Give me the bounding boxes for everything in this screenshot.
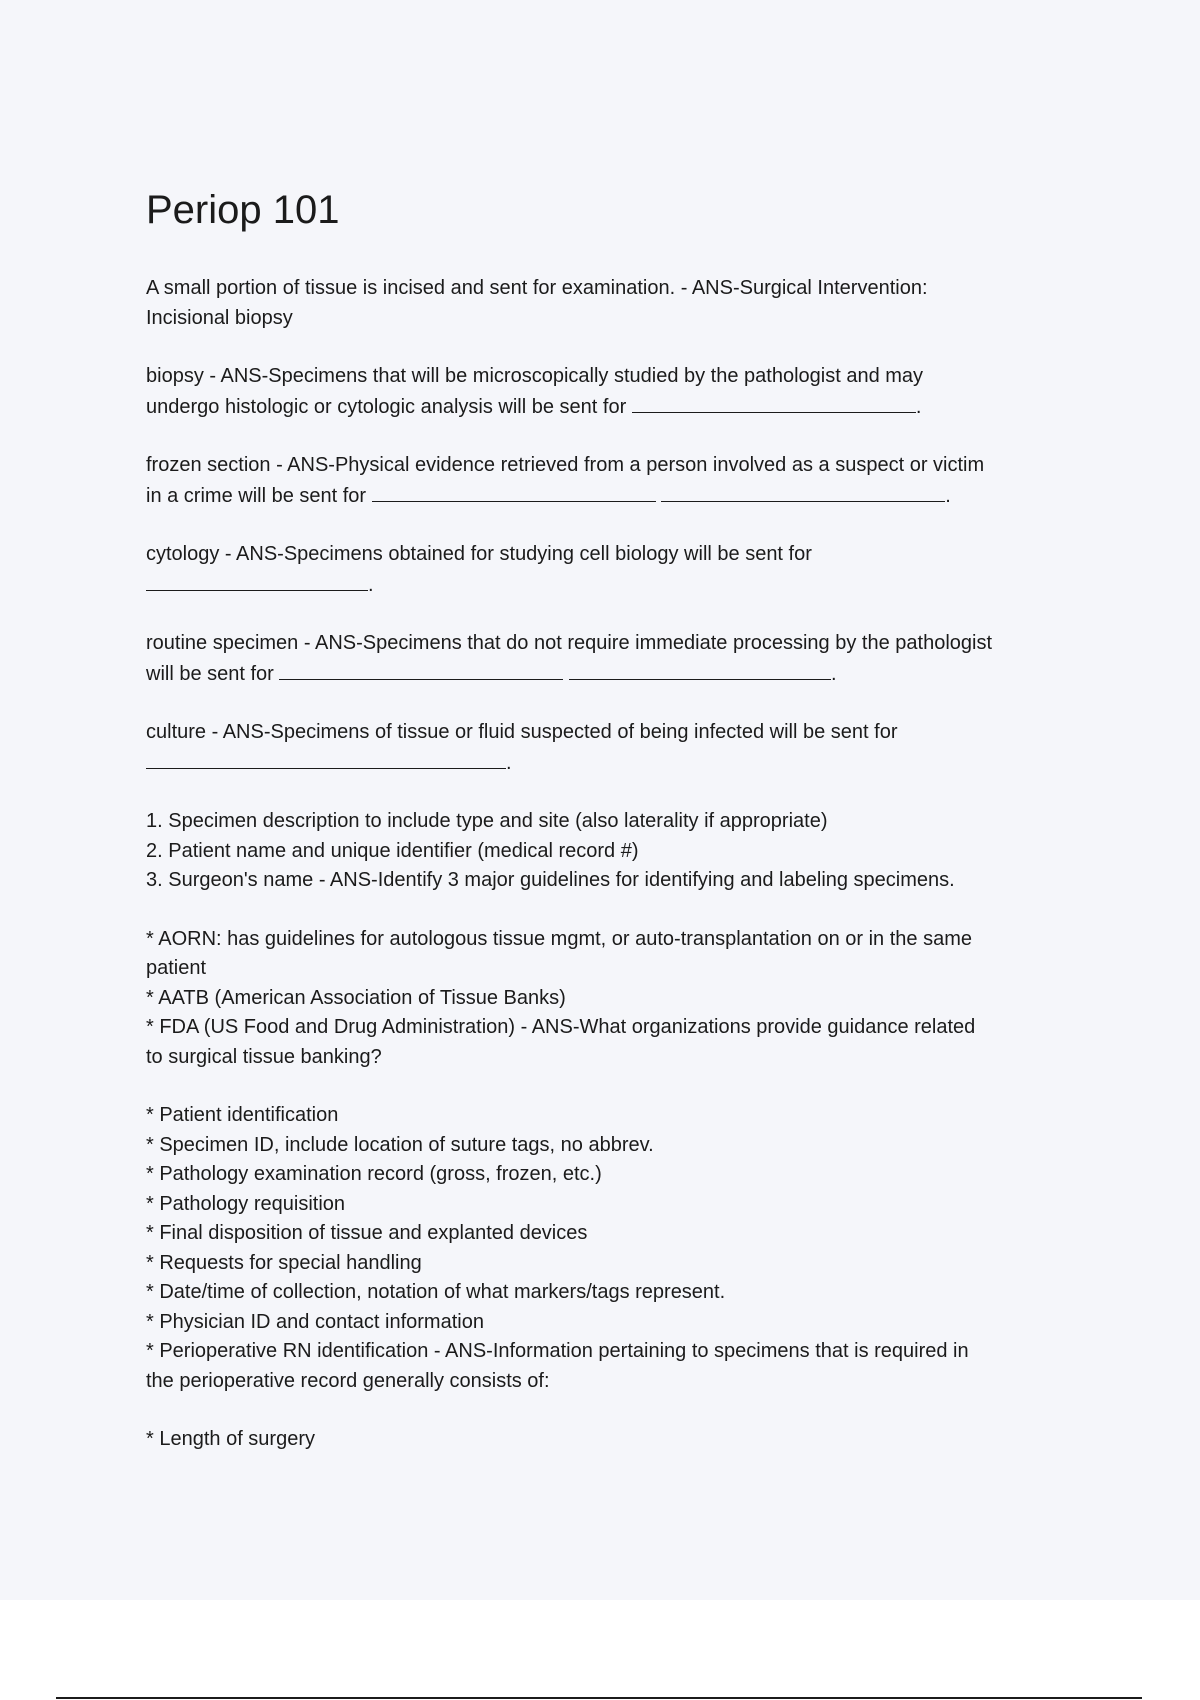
card-text: in a crime will be sent for [146,484,367,507]
card-text-line-with-blank [146,659,1106,690]
card-punctuation: . [830,662,837,685]
card-text-line: 1. Specimen description to include type and site (also laterality if appropriate) [146,810,828,832]
flashcard-incisional-biopsy [146,274,1106,333]
card-text-line-with-blank [146,570,1106,601]
flashcard-routine-specimen [146,629,1106,689]
card-punctuation: . [915,395,922,418]
flashcard-length-of-surgery [146,1425,1106,1455]
card-punctuation: . [368,573,374,596]
fill-in-blank [146,570,368,591]
card-text-line: frozen section - ANS-Physical evidence retrieved from a person involved as a suspect or victim [146,454,985,476]
card-text-line: culture - ANS-Specimens of tissue or fluid suspected of being infected will be sent for [146,721,898,743]
card-text-line: A small portion of tissue is incised and sent for examination. - ANS-Surgical Intervention: [146,277,928,299]
card-text-line-with-blank [146,481,1106,512]
flashcard-labeling-guidelines [146,807,1106,896]
card-text: will be sent for [146,662,274,685]
card-text-line: Incisional biopsy [146,306,293,329]
card-text-line: * Requests for special handling [146,1251,422,1274]
card-text-line: * Patient identification [146,1104,339,1126]
card-punctuation: . [506,751,512,774]
card-text-line: the perioperative record generally consists of: [146,1369,550,1392]
card-text-line: to surgical tissue banking? [146,1045,382,1068]
fill-in-blank [146,748,506,769]
card-text-line: * Length of surgery [146,1428,315,1450]
card-text-line: * AORN: has guidelines for autologous tissue mgmt, or auto-transplantation on or in the same [146,927,973,950]
card-text-line: * Perioperative RN identification - ANS-Information pertaining to specimens that is required in [146,1340,969,1362]
flashcard-cytology [146,540,1106,600]
card-text-line: 3. Surgeon's name - ANS-Identify 3 major guidelines for identifying and labeling specimens. [146,869,955,891]
card-text-line: * Date/time of collection, notation of what markers/tags represent. [146,1281,726,1303]
flashcard-perioperative-record [146,1101,1106,1396]
document-content [146,186,1106,1484]
card-text-line-with-blank [146,748,1106,779]
document-title: Periop 101 [146,188,340,232]
card-text-line: * Pathology requisition [146,1192,346,1215]
card-text-line: patient [146,957,207,979]
footer-divider [56,1697,1142,1699]
flashcard-culture [146,718,1106,778]
card-text-line: * FDA (US Food and Drug Administration) - ANS-What organizations provide guidance related [146,1016,976,1038]
card-text-line: * Specimen ID, include location of suture tags, no abbrev. [146,1133,654,1156]
card-text-line: routine specimen - ANS-Specimens that do not require immediate processing by the pathologist [146,632,993,654]
card-punctuation: . [945,484,951,507]
fill-in-blank [569,659,831,680]
fill-in-blank [279,659,563,680]
flashcard-frozen-section [146,451,1106,511]
card-text-line: * Pathology examination record (gross, frozen, etc.) [146,1163,602,1185]
card-text-line: * Final disposition of tissue and explanted devices [146,1222,588,1244]
card-text-line: biopsy - ANS-Specimens that will be microscopically studied by the pathologist and may [146,365,924,387]
flashcard-biopsy [146,362,1106,422]
card-text-line: * Physician ID and contact information [146,1310,484,1333]
card-text-line: * AATB (American Association of Tissue Banks) [146,986,566,1009]
card-text: undergo histologic or cytologic analysis will be sent for [146,395,627,418]
flashcard-tissue-banking-organizations [146,925,1106,1073]
fill-in-blank [661,481,945,502]
card-text-line: 2. Patient name and unique identifier (medical record #) [146,839,639,862]
card-text-line: cytology - ANS-Specimens obtained for studying cell biology will be sent for [146,543,812,565]
fill-in-blank [372,481,656,502]
card-text-line-with-blank [146,392,1106,423]
fill-in-blank [632,392,916,413]
